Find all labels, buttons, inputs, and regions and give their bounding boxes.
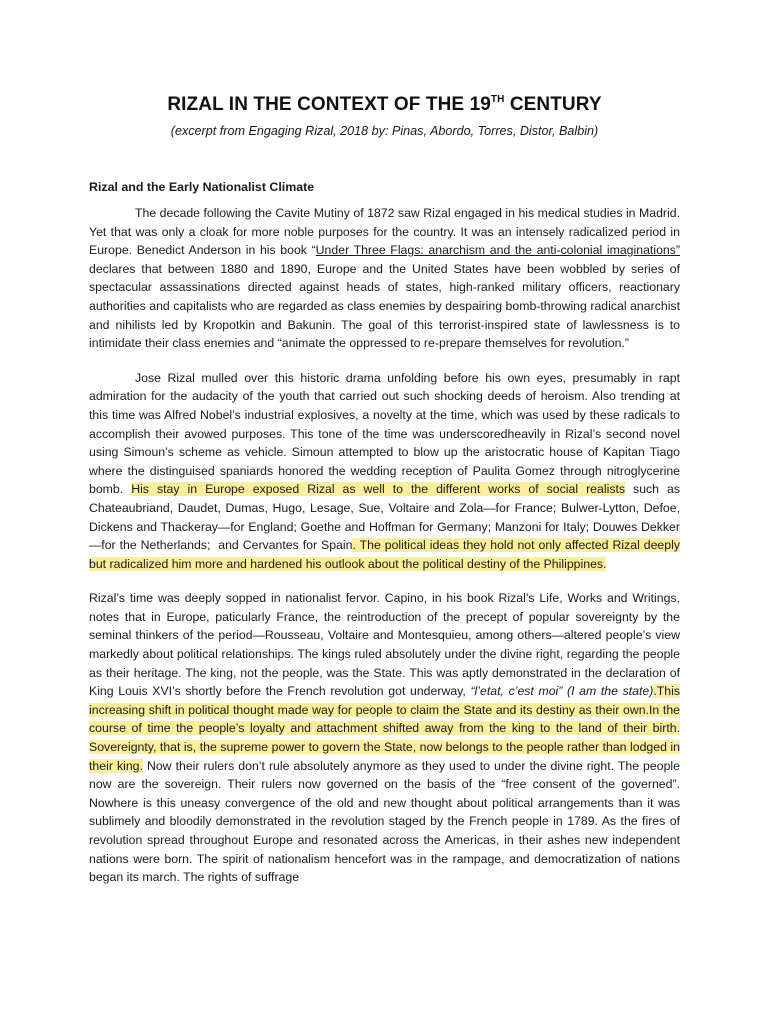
book-title-link: Under Three Flags: anarchism and the anti-colonial imaginations”	[315, 243, 680, 258]
italic-quote: “l’etat, c’est moi” (I am the state)	[470, 684, 654, 699]
title-main: RIZAL IN THE CONTEXT OF THE 19	[167, 94, 491, 115]
highlighted-text: His stay in Europe exposed Rizal as well to the different works of social realists	[131, 482, 626, 497]
page-subtitle: (excerpt from Engaging Rizal, 2018 by: Pinas, Abordo, Torres, Distor, Balbin)	[170, 124, 599, 138]
title-end: CENTURY	[504, 94, 602, 115]
section-heading: Rizal and the Early Nationalist Climate	[89, 180, 315, 194]
page-title	[89, 94, 680, 116]
paragraph	[89, 589, 680, 885]
paragraph-text: Rizal’s time was deeply sopped in nationalist fervor. Capino, in his book Rizal’s Life, Works and Writings, notes that in Europe, paticularly France, the reintroduction of the precept of popular sovereignty by the seminal thinkers of the period—Rousseau, Voltaire and Montesquieu, among others—altered people’s view markedly about political relationships. The kings ruled absolutely under the divine right, regarding the people as their heritage. The king, not the people, was the State. This was aptly demonstrated in the declaration of King Louis XVI’s shortly before the French revolution got underway,	[89, 591, 680, 699]
paragraph	[89, 204, 680, 353]
paragraph-text: Now their rulers don’t rule absolutely anymore as they used to under the divine right. The people now are the sovereign. Their rulers now governed on the basis of the “free consent of the governed”. Nowhere is this uneasy convergence of the old and new thought about political arrangements than it was sublimely and bloodily demonstrated in the revolution staged by the French people in 1789. As the fires of revolution spread throughout Europe and resonated across the Americas, in their ashes new independent nations were born. The spirit of nationalism hencefort was in the rampage, and democratization of nations began its march. The rights of suffrage	[89, 758, 680, 885]
paragraph-text: The decade following the Cavite Mutiny of 1872 saw Rizal engaged in his medical studies in Madrid. Yet that was only a cloak for more noble purposes for the country. It was an intensely radicalized period in Europe. Benedict Anderson in his book “	[89, 206, 680, 258]
body-text	[89, 204, 681, 885]
paragraph-text: such as Chateaubriand, Daudet, Dumas, Hugo, Lesage, Sue, Voltaire and Zola—for France; Bulwer-Lytton, Defoe, Dickens and Thackeray—for England; Goethe and Hoffman for Germany; Manzoni for Italy; Douwes Dekker—for the Netherlands; and Cervantes for Spain	[89, 482, 681, 553]
highlighted-text: . The political ideas they hold not only affected Rizal deeply but radicalized him more and hardened his outlook about the political destiny of the Philippines.	[89, 538, 680, 571]
title-superscript: TH	[490, 93, 505, 105]
paragraph	[89, 369, 680, 574]
paragraph-text: declares that between 1880 and 1890, Europe and the United States have been wobbled by series of spectacular assassinations directed against heads of states, high-ranked military officers, reactionary authorities and capitalists who are regarded as class enemies by despairing bomb-throwing radical anarchist and nihilists led by Kropotkin and Bakunin. The goal of this terrorist-inspired state of lawlessness is to intimidate their class enemies and “animate the oppressed to re-prepare themselves for revolution.”	[89, 261, 680, 351]
highlighted-text: .This increasing shift in political thought made way for people to claim the State and its destiny as their own.In the course of time the people’s loyalty and attachment shifted away from the king to the land of their birth. Sovereignty, that is, the supreme power to govern the State, now belongs to the people rather than lodged in their king.	[89, 684, 680, 773]
paragraph-text: Jose Rizal mulled over this historic drama unfolding before his own eyes, presumably in rapt admiration for the audacity of the youth that carried out such shocking deeds of heroism. Also trending at this time was Alfred Nobel’s industrial explosives, a novelty at the time, which was used by these radicals to accomplish their avowed purposes. This tone of the time was underscoredheavily in Rizal’s second novel using Simoun’s scheme as vehicle. Simoun attempted to blow up the aristocratic house of Kapitan Tiago where the distinguised spaniards honored the wedding reception of Paulita Gomez through nitroglycerine bomb.	[89, 370, 680, 497]
